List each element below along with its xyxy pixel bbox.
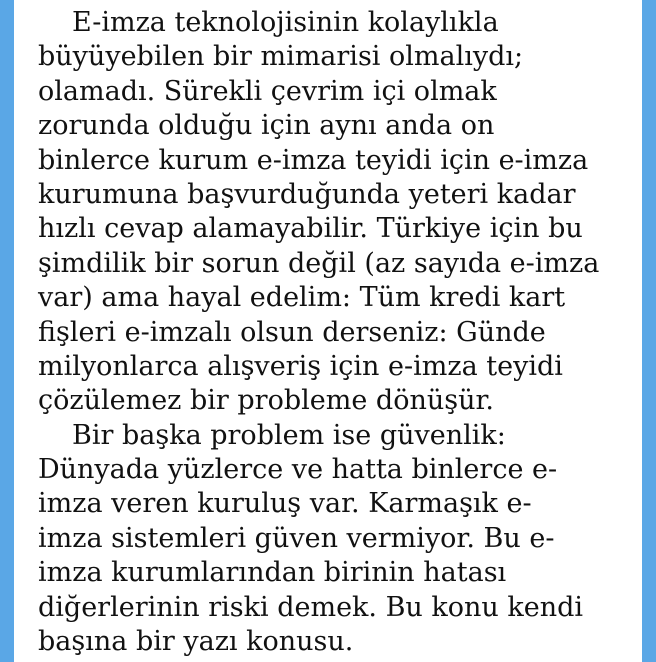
text-line: diğerlerinin riski demek. Bu konu kendi: [38, 591, 584, 623]
paragraph-1: [38, 6, 622, 419]
text-line: çözülemez bir probleme dönüşür.: [38, 385, 494, 417]
text-line: kurumuna başvurduğunda yeteri kadar: [38, 178, 576, 210]
article-text-column: [38, 6, 622, 659]
text-line: Dünyada yüzlerce ve hatta binlerce e-: [38, 454, 558, 486]
text-line: E-imza teknolojisinin kolaylıkla: [72, 7, 499, 38]
left-column-rule: [0, 0, 14, 662]
text-line: imza kurumlarından birinin hatası: [38, 557, 507, 589]
paragraph-2: [38, 419, 622, 660]
text-line: fişleri e-imzalı olsun derseniz: Günde: [38, 316, 546, 348]
text-line: başına bir yazı konusu.: [38, 626, 354, 658]
right-column-rule: [642, 0, 656, 662]
text-line: milyonlarca alışveriş için e-imza teyidi: [38, 350, 563, 382]
text-line: zorunda olduğu için aynı anda on: [38, 110, 495, 142]
text-line: imza veren kuruluş var. Karmaşık e-: [38, 488, 532, 520]
text-line: Bir başka problem ise güvenlik:: [72, 419, 506, 451]
text-line: imza sistemleri güven vermiyor. Bu e-: [38, 522, 555, 554]
text-line: olamadı. Sürekli çevrim içi olmak: [38, 75, 497, 107]
text-line: binlerce kurum e-imza teyidi için e-imza: [38, 144, 589, 176]
text-line: var) ama hayal edelim: Tüm kredi kart: [38, 282, 566, 314]
text-line: hızlı cevap alamayabilir. Türkiye için bu: [38, 213, 583, 245]
text-line: şimdilik bir sorun değil (az sayıda e-imza: [38, 247, 600, 279]
text-line: büyüyebilen bir mimarisi olmalıydı;: [38, 41, 524, 73]
